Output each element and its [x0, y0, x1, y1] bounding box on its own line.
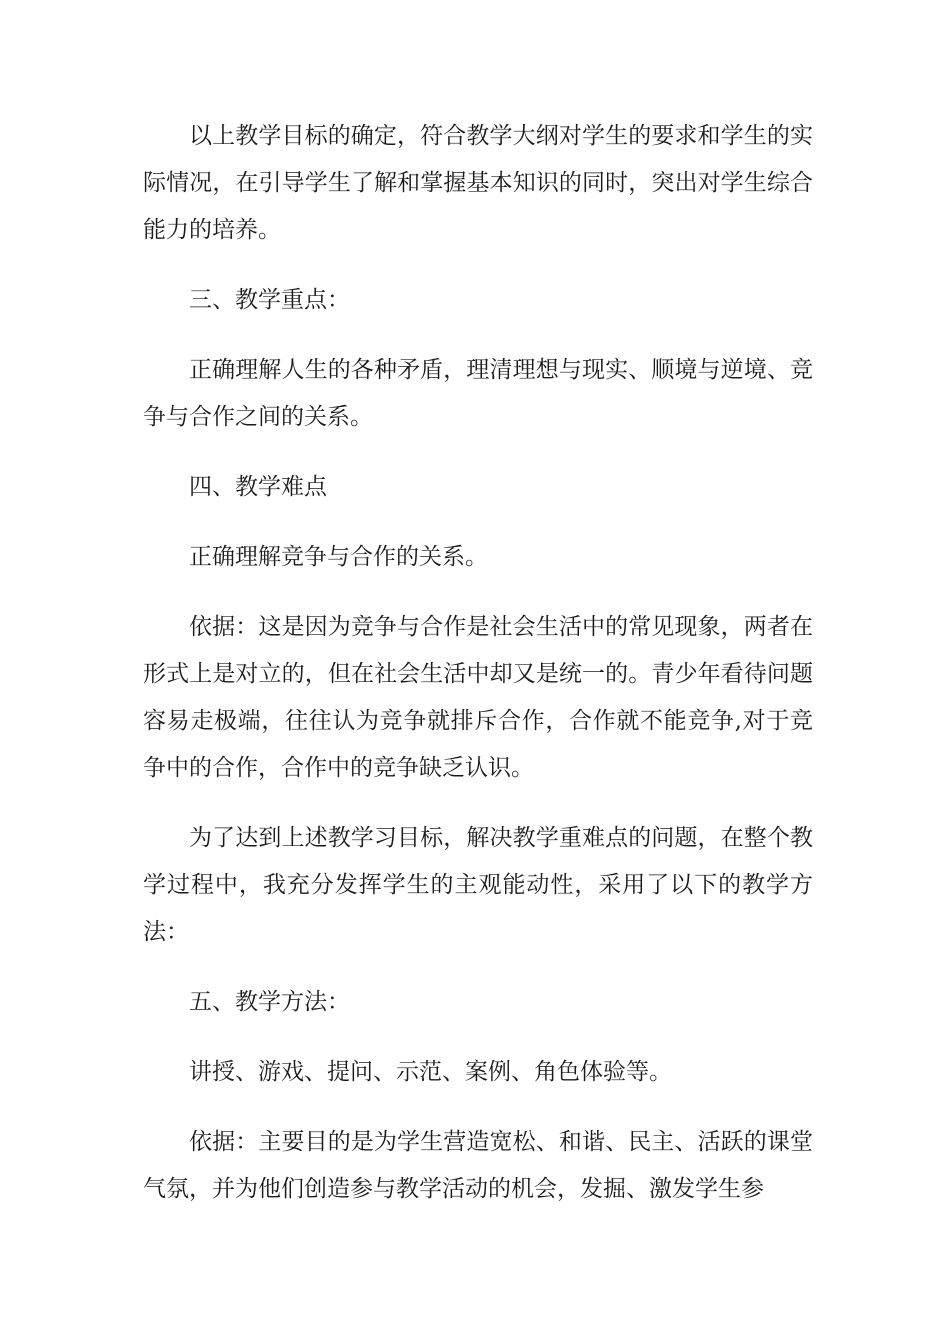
paragraph-difficulty-basis: 依据：这是因为竞争与合作是社会生活中的常见现象，两者在形式上是对立的，但在社会生活中却又是统一的。青少年看待问题容易走极端，往往认为竞争就排斥合作，合作就不能竞争,对于竞争中的合作，合作中的竞争缺乏认识。	[143, 614, 813, 781]
paragraph-teaching-methods: 讲授、游戏、提问、示范、案例、角色体验等。	[189, 1059, 672, 1085]
document-body	[143, 113, 813, 1236]
heading-teaching-focus: 三、教学重点：	[189, 287, 350, 313]
heading-teaching-difficulty: 四、教学难点	[189, 474, 327, 500]
paragraph-methods-basis: 依据：主要目的是为学生营造宽松、和谐、民主、活跃的课堂气氛，并为他们创造参与教学活动的机会，发掘、激发学生参	[143, 1129, 813, 1202]
paragraph-teaching-focus: 正确理解人生的各种矛盾，理清理想与现实、顺境与逆境、竞争与合作之间的关系。	[143, 357, 813, 430]
heading-teaching-methods: 五、教学方法：	[189, 989, 350, 1015]
paragraph-objectives-rationale: 以上教学目标的确定，符合教学大纲对学生的要求和学生的实际情况，在引导学生了解和掌握基本知识的同时，突出对学生综合能力的培养。	[143, 123, 813, 243]
paragraph-method-intro: 为了达到上述教学习目标，解决教学重难点的问题，在整个教学过程中，我充分发挥学生的主观能动性，采用了以下的教学方法：	[143, 825, 813, 945]
paragraph-teaching-difficulty: 正确理解竞争与合作的关系。	[189, 544, 488, 570]
